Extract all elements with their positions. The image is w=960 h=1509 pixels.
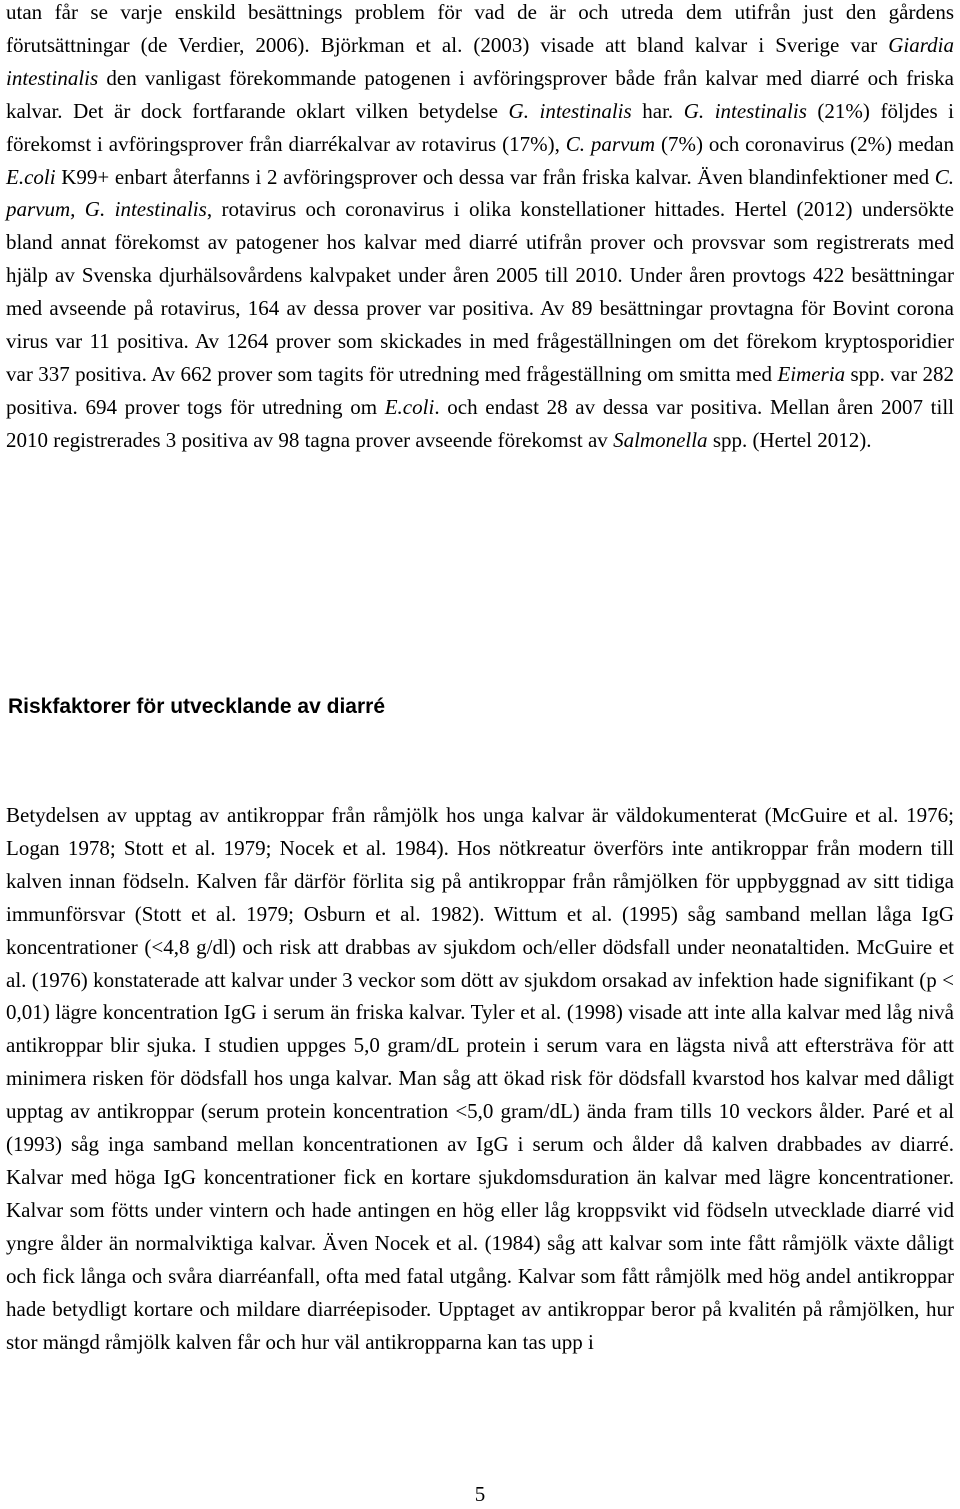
italic-term: E.coli bbox=[384, 394, 435, 419]
italic-term: Giardia intestinalis bbox=[6, 32, 954, 90]
section-heading: Riskfaktorer för utvecklande av diarré bbox=[8, 695, 385, 718]
italic-term: Eimeria bbox=[777, 361, 846, 386]
italic-term: G. intestinalis bbox=[683, 98, 807, 123]
text-run: har. bbox=[631, 98, 684, 123]
body-paragraph-2 bbox=[6, 799, 954, 1358]
italic-term: Salmonella bbox=[613, 427, 708, 452]
text-run: (21%) följdes i förekomst i avföringsprover från diarrékalvar av rotavirus (17%), bbox=[6, 98, 955, 156]
italic-term: C. parvum, G. intestinalis bbox=[6, 164, 954, 222]
text-run: (7%) och coronavirus (2%) medan bbox=[655, 131, 954, 156]
body-paragraph-1 bbox=[6, 0, 954, 457]
text-run: Betydelsen av upptag av antikroppar från råmjölk hos unga kalvar är väldokumenterat (McGuire et al. 1976; Logan 1978; Stott et al. 1979; Nocek et al. 1984). Hos nötkreatur överförs inte antikroppar från modern till kalven innan födseln. Kalven får därför förlita sig på antikroppar från råmjölken för uppbyggnad av sitt tidiga immunförsvar (Stott et al. 1979; Osburn et al. 1982). Wittum et al. (1995) såg samband mellan låga IgG koncentrationer (<4,8 g/dl) och risk att drabbas av sjukdom och/eller dödsfall under neonataltiden. McGuire et al. (1976) konstaterade att kalvar under 3 veckor som dött av sjukdom orsakad av infektion hade signifikant (p < 0,01) lägre koncentration IgG i serum än friska kalvar. Tyler et al. (1998) visade att inte alla kalvar med låg nivå antikroppar blir sjuka. I studien uppges 5,0 gram/dL protein i serum vara en lägsta nivå att eftersträva för att minimera risken för dödsfall hos unga kalvar. Man såg att ökad risk för dödsfall kvarstod hos kalvar med dåligt upptag av antikroppar (serum protein koncentration <5,0 gram/dL) ända fram tills 10 veckors ålder. Paré et al (1993) såg inga samband mellan koncentrationen av IgG i serum och ålder då kalven drabbades av diarré. Kalvar med höga IgG koncentrationer fick en kortare sjukdomsduration än kalvar med lägre koncentrationer. Kalvar som fötts under vintern och hade antingen en hög eller låg kroppsvikt vid födseln utvecklade diarré vid yngre ålder än normalviktiga kalvar. Även Nocek et al. (1984) såg att kalvar som inte fått råmjölk växte dåligt och fick långa och svåra diarréanfall, ofta med fatal utgång. Kalvar som fått råmjölk med hög andel antikroppar hade betydligt kortare och mildare diarréepisoder. Upptaget av antikroppar beror på kvalitén på råmjölken, hur stor mängd råmjölk kalven får och hur väl antikropparna kan tas upp i bbox=[6, 803, 954, 1354]
italic-term: G. intestinalis bbox=[508, 98, 632, 123]
italic-term: C. parvum bbox=[565, 131, 656, 156]
text-run: spp. (Hertel 2012). bbox=[707, 427, 872, 452]
italic-term: E.coli bbox=[6, 164, 56, 189]
text-run: K99+ enbart återfanns i 2 avföringsprover och dessa var från friska kalvar. Även blandinfektioner med bbox=[55, 164, 935, 189]
page-number: 5 bbox=[474, 1482, 486, 1506]
text-run: , rotavirus och coronavirus i olika konstellationer hittades. Hertel (2012) undersökte bland annat förekomst av patogener hos kalvar med diarré utifrån prover och provsvar som registrerats med hjälp av Svenska djurhälsovårdens kalvpaket under åren 2005 till 2010. Under åren provtogs 422 besättningar med avseende på rotavirus, 164 av dessa prover var positiva. Av 89 besättningar provtagna för Bovint corona virus var 11 positiva. Av 1264 prover som skickades in med frågeställningen om det förekom kryptosporidier var 337 positiva. Av 662 prover som tagits för utredning med frågeställning om smitta med bbox=[6, 197, 954, 386]
text-run: . och endast 28 av dessa var positiva. Mellan åren 2007 till 2010 registrerades 3 positiva av 98 tagna prover avseende förekomst av bbox=[6, 394, 954, 452]
document-page bbox=[6, 0, 954, 1509]
text-run: spp. var 282 positiva. 694 prover togs för utredning om bbox=[6, 361, 954, 419]
text-run: den vanligast förekommande patogenen i avföringsprover både från kalvar med diarré och friska kalvar. Det är dock fortfarande oklart vilken betydelse bbox=[6, 65, 954, 123]
text-run: utan får se varje enskild besättnings problem för vad de är och utreda dem utifrån just den gårdens förutsättningar (de Verdier, 2006). Björkman et al. (2003) visade att bland kalvar i Sverige var bbox=[6, 0, 954, 57]
